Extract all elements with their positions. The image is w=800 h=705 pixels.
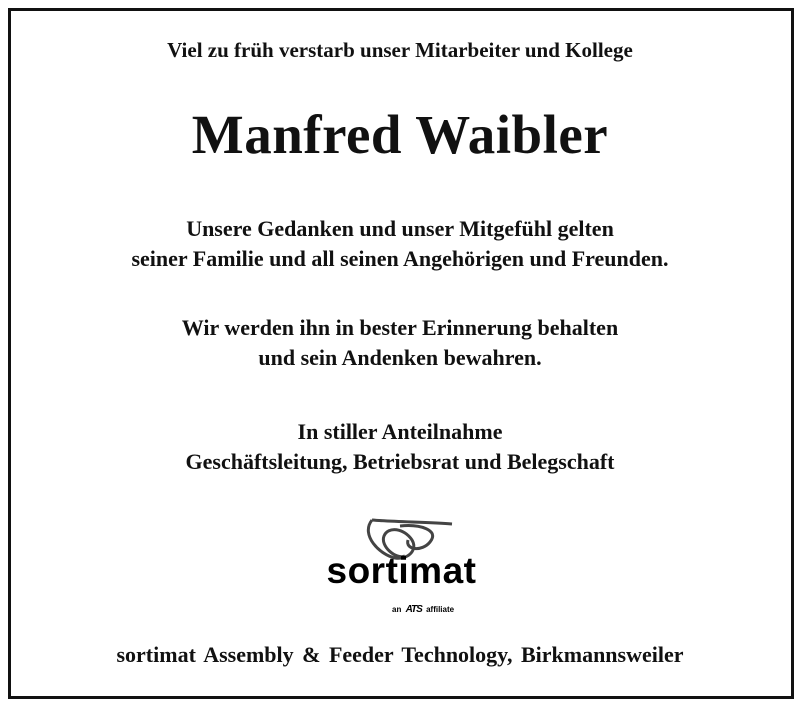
memory-paragraph (0, 313, 800, 373)
sortimat-logo (300, 510, 500, 620)
condolence-paragraph (0, 214, 800, 274)
affiliate-line (392, 604, 454, 615)
intro-line: Viel zu früh verstarb unser Mitarbeiter und Kollege (167, 38, 633, 62)
sortimat-wordmark: sortimat (326, 550, 477, 591)
affiliate-suffix: affiliate (426, 605, 455, 614)
memory-line-1: Wir werden ihn in bester Erinnerung behalten (181, 315, 619, 340)
signature-line-1: In stiller Anteilnahme (297, 419, 503, 444)
affiliate-prefix: an (392, 605, 402, 614)
company-footer: sortimat Assembly & Feeder Technology, Birkmannsweiler (116, 642, 684, 667)
signature-paragraph (0, 417, 800, 477)
condolence-line-2: seiner Familie und all seinen Angehörigen und Freunden. (131, 246, 669, 271)
ats-mark: ATS (405, 604, 422, 615)
signature-line-2: Geschäftsleitung, Betriebsrat und Belegschaft (185, 449, 615, 474)
memory-line-2: und sein Andenken bewahren. (258, 345, 542, 370)
deceased-name: Manfred Waibler (191, 104, 609, 165)
condolence-line-1: Unsere Gedanken und unser Mitgefühl gelten (186, 216, 614, 241)
